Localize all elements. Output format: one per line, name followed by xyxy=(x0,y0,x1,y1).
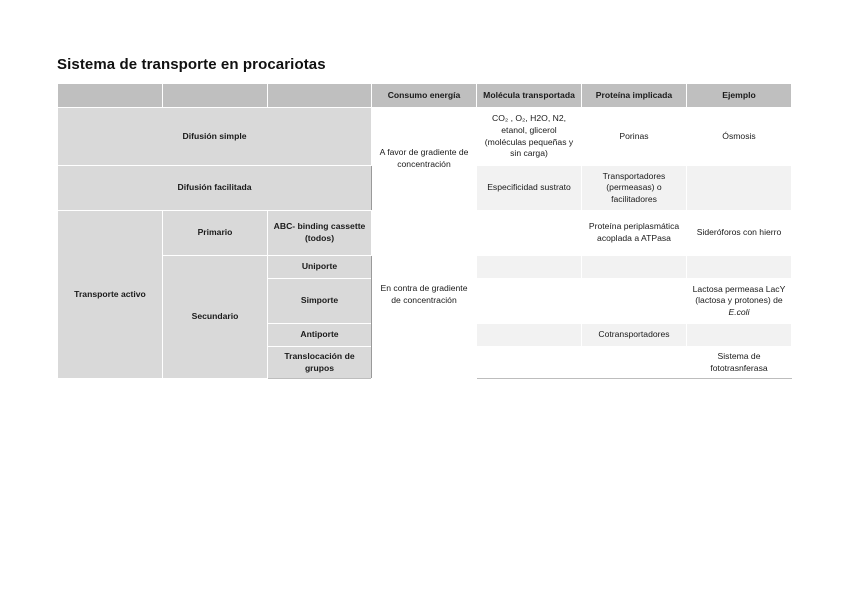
cell-ejemplo-translocacion: Sistema de fototrasnferasa xyxy=(687,347,792,379)
row-label-simporte: Simporte xyxy=(268,279,372,324)
header-molecula-transportada: Molécula transportada xyxy=(477,84,582,108)
cell-molecula-simporte xyxy=(477,279,582,324)
row-label-primario: Primario xyxy=(163,211,268,256)
cell-ejemplo-antiporte xyxy=(687,324,792,347)
cell-molecula-difusion-facilitada: Especificidad sustrato xyxy=(477,166,582,211)
row-label-secundario: Secundario xyxy=(163,256,268,379)
table-row xyxy=(58,211,792,256)
cell-ejemplo-difusion-simple: Ósmosis xyxy=(687,108,792,166)
cell-proteina-primario: Proteína periplasmática acoplada a ATPasa xyxy=(582,211,687,256)
cell-proteina-antiporte: Cotransportadores xyxy=(582,324,687,347)
row-label-translocacion: Translocación de grupos xyxy=(268,347,372,379)
table-row xyxy=(58,108,792,166)
cell-consumo-favor: A favor de gradiente de concentración xyxy=(372,108,477,211)
cell-molecula-primario xyxy=(477,211,582,256)
row-label-transporte-activo: Transporte activo xyxy=(58,211,163,379)
row-label-abc: ABC- binding cassette (todos) xyxy=(268,211,372,256)
row-label-uniporte: Uniporte xyxy=(268,256,372,279)
ejemplo-simporte-species: E.coli xyxy=(728,306,750,317)
cell-ejemplo-uniporte xyxy=(687,256,792,279)
header-empty-cell xyxy=(163,84,268,108)
row-label-difusion-facilitada: Difusión facilitada xyxy=(58,166,372,211)
cell-molecula-translocacion xyxy=(477,347,582,379)
row-label-difusion-simple: Difusión simple xyxy=(58,108,372,166)
cell-molecula-difusion-simple: CO₂ , O₂, H2O, N2, etanol, glicerol (moléculas pequeñas y sin carga) xyxy=(477,108,582,166)
cell-proteina-translocacion xyxy=(582,347,687,379)
cell-molecula-uniporte xyxy=(477,256,582,279)
cell-consumo-contra: En contra de gradiente de concentración xyxy=(372,211,477,379)
transport-table xyxy=(57,83,792,379)
cell-proteina-difusion-simple: Porinas xyxy=(582,108,687,166)
cell-ejemplo-simporte xyxy=(687,279,792,324)
header-proteina-implicada: Proteína implicada xyxy=(582,84,687,108)
cell-molecula-antiporte xyxy=(477,324,582,347)
cell-proteina-simporte xyxy=(582,279,687,324)
page-title: Sistema de transporte en procariotas xyxy=(57,56,326,73)
cell-ejemplo-primario: Sideróforos con hierro xyxy=(687,211,792,256)
table-header-row xyxy=(58,84,792,108)
cell-proteina-uniporte xyxy=(582,256,687,279)
ejemplo-simporte-text: Lactosa permeasa LacY (lactosa y protones) de xyxy=(692,283,786,306)
row-label-antiporte: Antiporte xyxy=(268,324,372,347)
header-ejemplo: Ejemplo xyxy=(687,84,792,108)
header-consumo-energia: Consumo energía xyxy=(372,84,477,108)
cell-ejemplo-difusion-facilitada xyxy=(687,166,792,211)
cell-proteina-difusion-facilitada: Transportadores (permeasas) o facilitadores xyxy=(582,166,687,211)
header-empty-cell xyxy=(268,84,372,108)
header-empty-cell xyxy=(58,84,163,108)
